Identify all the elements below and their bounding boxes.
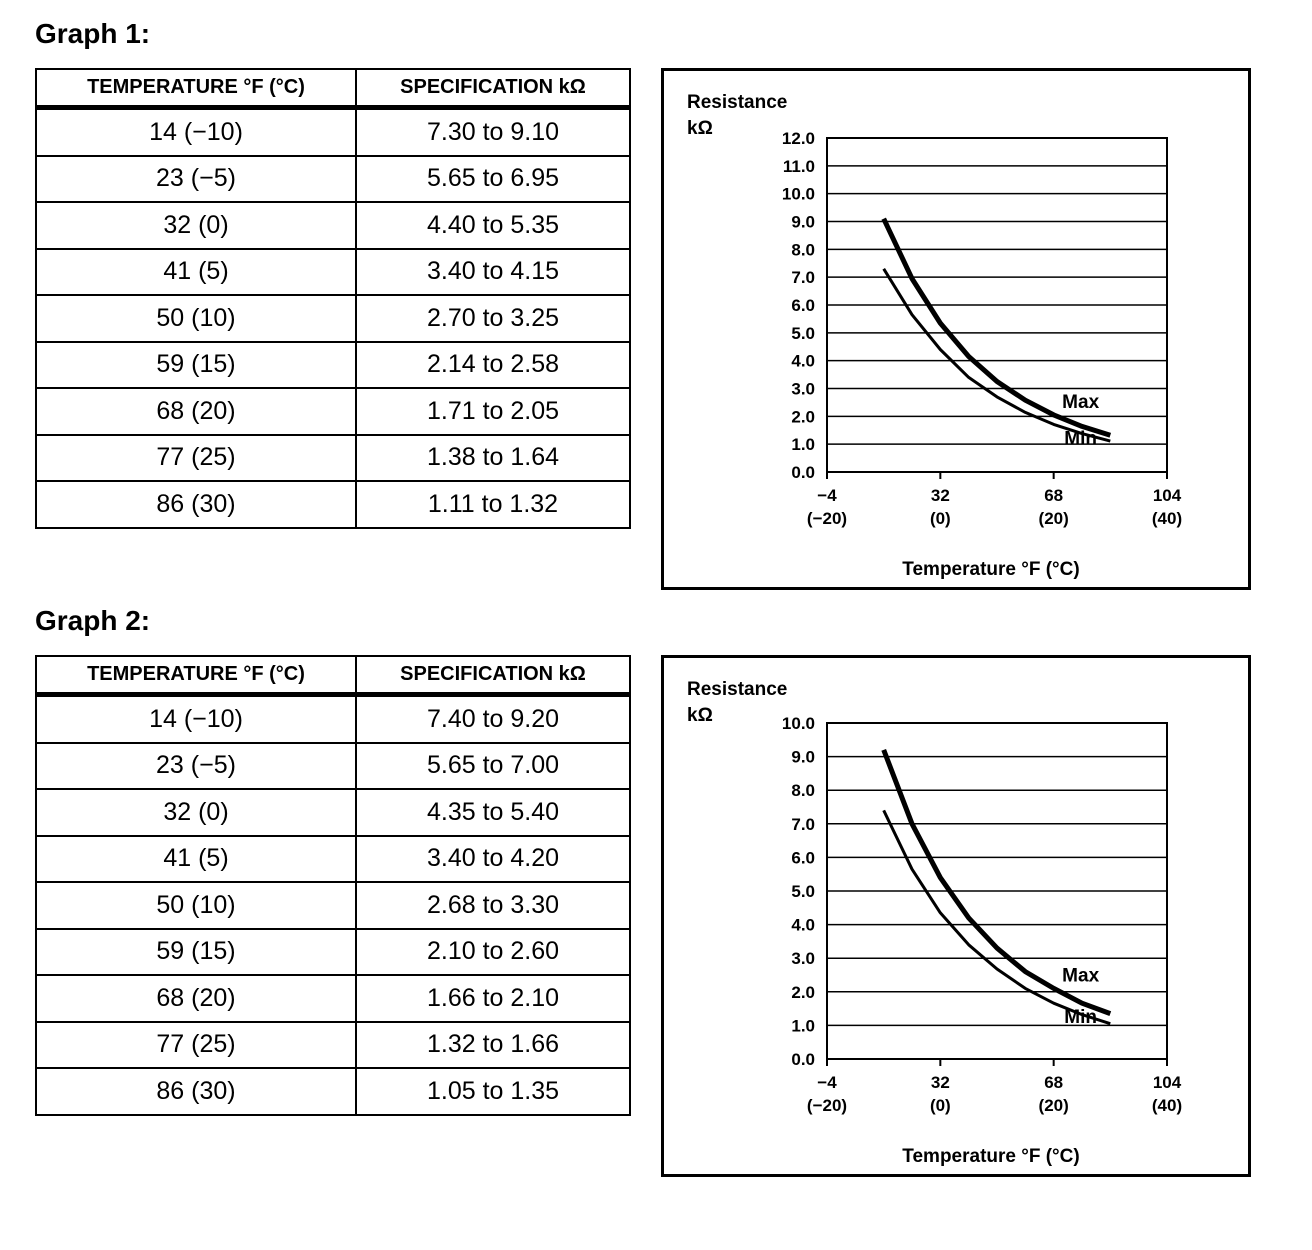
y-axis-title: Resistance <box>687 679 788 700</box>
header-specification: SPECIFICATION kΩ <box>356 69 630 108</box>
y-axis-unit: kΩ <box>687 705 713 726</box>
cell-temperature: 32 (0) <box>36 202 356 249</box>
cell-temperature: 23 (−5) <box>36 156 356 203</box>
y-tick-label: 10.0 <box>781 184 815 204</box>
table-row <box>36 481 630 528</box>
cell-temperature: 14 (−10) <box>36 108 356 156</box>
cell-specification: 5.65 to 7.00 <box>356 743 630 790</box>
cell-temperature: 50 (10) <box>36 295 356 342</box>
y-tick-label: 2.0 <box>791 982 815 1002</box>
y-tick-label: 5.0 <box>791 882 815 901</box>
x-axis-title: Temperature °F (°C) <box>902 1146 1080 1167</box>
y-axis-unit: kΩ <box>687 118 713 139</box>
y-tick-label: 1.0 <box>791 435 815 455</box>
cell-specification: 4.40 to 5.35 <box>356 202 630 249</box>
y-tick-label: 12.0 <box>781 129 815 148</box>
y-tick-label: 7.0 <box>791 268 815 288</box>
table-row <box>36 695 630 743</box>
cell-specification: 5.65 to 6.95 <box>356 156 630 203</box>
cell-specification: 4.35 to 5.40 <box>356 789 630 836</box>
x-tick-sublabel: (−20) <box>806 1096 848 1115</box>
table-row <box>36 295 630 342</box>
x-tick-label: 32 <box>930 486 950 505</box>
cell-temperature: 86 (30) <box>36 481 356 528</box>
table-header-row <box>36 656 630 695</box>
y-tick-label: 7.0 <box>791 814 815 834</box>
x-tick-label: 68 <box>1044 486 1064 505</box>
section-title: Graph 2: <box>35 605 151 636</box>
x-tick-label: 104 <box>1152 486 1182 505</box>
spec-table <box>35 655 631 1116</box>
series-label-min: Min <box>1064 1007 1098 1029</box>
cell-specification: 7.40 to 9.20 <box>356 695 630 743</box>
series-label-min: Min <box>1064 428 1098 450</box>
y-axis-title: Resistance <box>687 92 788 113</box>
y-tick-label: 3.0 <box>791 379 815 399</box>
cell-temperature: 32 (0) <box>36 789 356 836</box>
x-tick-label: 104 <box>1152 1073 1182 1092</box>
y-tick-label: 1.0 <box>791 1016 815 1036</box>
cell-temperature: 77 (25) <box>36 435 356 482</box>
header-specification: SPECIFICATION kΩ <box>356 656 630 695</box>
y-tick-label: 4.0 <box>791 351 815 371</box>
cell-specification: 1.38 to 1.64 <box>356 435 630 482</box>
cell-specification: 2.70 to 3.25 <box>356 295 630 342</box>
graph-2-section <box>0 587 1312 1177</box>
x-tick-sublabel: (40) <box>1151 1096 1183 1115</box>
header-temperature: TEMPERATURE °F (°C) <box>36 69 356 108</box>
table-row <box>36 789 630 836</box>
y-tick-label: 5.0 <box>791 323 815 343</box>
table-row <box>36 882 630 929</box>
spec-table <box>35 68 631 529</box>
cell-specification: 2.10 to 2.60 <box>356 929 630 976</box>
y-tick-label: 0.0 <box>791 1050 815 1069</box>
header-temperature: TEMPERATURE °F (°C) <box>36 656 356 695</box>
y-tick-label: 11.0 <box>782 156 815 176</box>
cell-specification: 1.71 to 2.05 <box>356 388 630 435</box>
table-header-row <box>36 69 630 108</box>
y-tick-label: 6.0 <box>791 848 815 868</box>
y-tick-label: 9.0 <box>791 212 815 232</box>
cell-specification: 1.05 to 1.35 <box>356 1068 630 1115</box>
chart-frame <box>661 655 1251 1177</box>
cell-specification: 1.66 to 2.10 <box>356 975 630 1022</box>
table-row <box>36 836 630 883</box>
x-tick-label: 68 <box>1044 1073 1064 1092</box>
table-row <box>36 975 630 1022</box>
cell-specification: 2.68 to 3.30 <box>356 882 630 929</box>
cell-temperature: 41 (5) <box>36 836 356 883</box>
cell-specification: 3.40 to 4.20 <box>356 836 630 883</box>
cell-specification: 1.32 to 1.66 <box>356 1022 630 1069</box>
cell-specification: 1.11 to 1.32 <box>356 481 630 528</box>
table-row <box>36 249 630 296</box>
series-line-min <box>884 269 1111 441</box>
cell-temperature: 77 (25) <box>36 1022 356 1069</box>
resistance-chart <box>664 71 1248 587</box>
y-tick-label: 10.0 <box>781 714 815 733</box>
table-row <box>36 435 630 482</box>
table-row <box>36 1022 630 1069</box>
cell-temperature: 68 (20) <box>36 975 356 1022</box>
x-tick-sublabel: (0) <box>929 509 951 528</box>
y-tick-label: 8.0 <box>791 240 815 260</box>
cell-temperature: 23 (−5) <box>36 743 356 790</box>
cell-specification: 7.30 to 9.10 <box>356 108 630 156</box>
x-axis-title: Temperature °F (°C) <box>902 559 1080 580</box>
cell-temperature: 86 (30) <box>36 1068 356 1115</box>
cell-temperature: 14 (−10) <box>36 695 356 743</box>
y-tick-label: 2.0 <box>791 407 815 427</box>
cell-temperature: 59 (15) <box>36 929 356 976</box>
y-tick-label: 3.0 <box>791 949 815 969</box>
cell-temperature: 59 (15) <box>36 342 356 389</box>
section-title: Graph 1: <box>35 18 151 49</box>
table-row <box>36 156 630 203</box>
x-tick-label: −4 <box>817 486 837 505</box>
x-tick-label: 32 <box>930 1073 950 1092</box>
x-tick-sublabel: (−20) <box>806 509 848 528</box>
series-label-max: Max <box>1062 391 1100 413</box>
cell-temperature: 41 (5) <box>36 249 356 296</box>
y-tick-label: 0.0 <box>791 463 815 482</box>
cell-specification: 3.40 to 4.15 <box>356 249 630 296</box>
y-tick-label: 9.0 <box>791 747 815 767</box>
table-row <box>36 342 630 389</box>
table-row <box>36 743 630 790</box>
cell-temperature: 50 (10) <box>36 882 356 929</box>
x-tick-label: −4 <box>817 1073 837 1092</box>
chart-frame <box>661 68 1251 590</box>
x-tick-sublabel: (40) <box>1151 509 1183 528</box>
y-tick-label: 6.0 <box>791 296 815 315</box>
resistance-chart <box>664 658 1248 1174</box>
cell-specification: 2.14 to 2.58 <box>356 342 630 389</box>
cell-temperature: 68 (20) <box>36 388 356 435</box>
table-row <box>36 388 630 435</box>
graph-1-section <box>0 0 1312 590</box>
x-tick-sublabel: (0) <box>929 1096 951 1115</box>
series-label-max: Max <box>1062 965 1100 987</box>
table-row <box>36 1068 630 1115</box>
x-tick-sublabel: (20) <box>1038 509 1069 528</box>
y-tick-label: 4.0 <box>791 915 815 935</box>
x-tick-sublabel: (20) <box>1038 1096 1069 1115</box>
y-tick-label: 8.0 <box>791 781 815 801</box>
table-row <box>36 108 630 156</box>
table-row <box>36 929 630 976</box>
table-row <box>36 202 630 249</box>
